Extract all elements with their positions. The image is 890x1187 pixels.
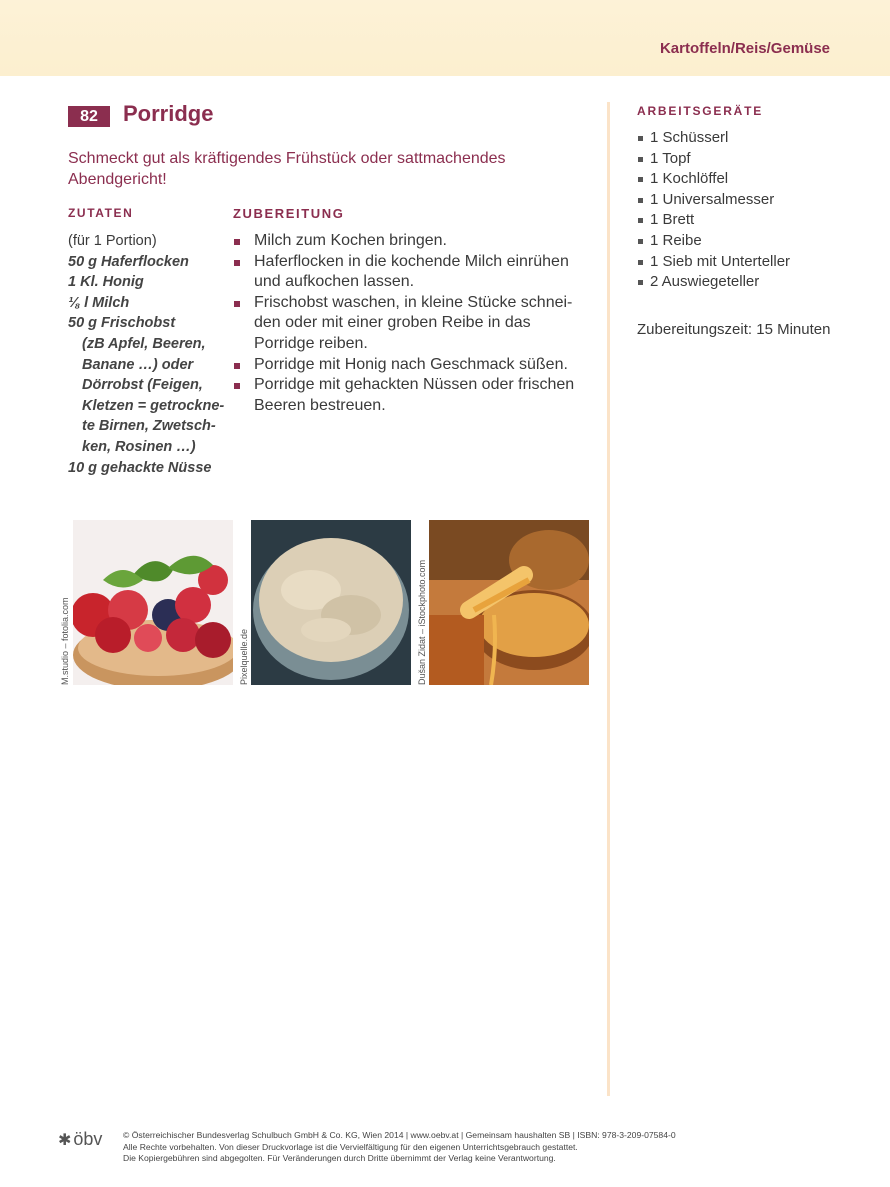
tools-list bbox=[637, 128, 790, 293]
step-item: Haferflocken in die kochende Milch einrühen und aufkochen lassen. bbox=[233, 252, 593, 293]
preparation-steps bbox=[233, 231, 593, 416]
oats-photo bbox=[251, 520, 411, 685]
ingredient-item: 1 Kl. Honig bbox=[68, 274, 144, 291]
ingredient-list bbox=[68, 231, 228, 478]
step-item: Milch zum Kochen bringen. bbox=[233, 231, 593, 252]
step-item: Frischobst waschen, in kleine Stücke schnei-den oder mit einer groben Reibe in das Porridge reiben. bbox=[233, 293, 593, 355]
photo-credit-berries: M.studio – fotolia.com bbox=[60, 597, 70, 685]
ingredient-note: (zB Apfel, Beeren, bbox=[82, 335, 206, 352]
preparation-heading: ZUBEREITUNG bbox=[233, 206, 345, 221]
step-item: Porridge mit Honig nach Geschmack süßen. bbox=[233, 355, 593, 376]
recipe-tagline: Schmeckt gut als kräftigendes Frühstück oder sattmachendes Abendgericht! bbox=[68, 150, 506, 188]
ingredient-note: te Birnen, Zwetsch- bbox=[82, 418, 216, 435]
ingredient-note: Kletzen = getrockne- bbox=[82, 397, 225, 414]
ingredient-note: ken, Rosinen …) bbox=[82, 438, 196, 455]
tool-item: 1 Sieb mit Unterteller bbox=[637, 252, 790, 273]
star-icon: ✱ bbox=[58, 1132, 72, 1149]
recipe-number: 82 bbox=[68, 106, 110, 127]
section-title: Kartoffeln/Reis/Gemüse bbox=[659, 40, 830, 57]
tool-item: 1 Topf bbox=[637, 149, 790, 170]
photo-credit-oats: Pixelquelle.de bbox=[239, 628, 249, 685]
header-band bbox=[0, 0, 890, 76]
berries-photo bbox=[73, 520, 233, 685]
column-divider bbox=[607, 102, 610, 1096]
prep-time: Zubereitungszeit: 15 Minuten bbox=[637, 321, 831, 338]
tool-item: 1 Universalmesser bbox=[637, 190, 790, 211]
footer-copyright: © Österreichischer Bundesverlag Schulbuch GmbH & Co. KG, Wien 2014 | www.oebv.at | Gemeinsam haushalten SB | ISBN: 978-3-209-07584-0 Alle Rechte vorbehalten. Von dieser Druckvorlage ist die Vervielfältigung für den eigenen Unterrichtsgebrauch gestattet. Die Kopiergebühren sind abgegolten. Für Veränderungen durch Dritte übernimmt der Verlag keine Verantwortung. bbox=[123, 1130, 676, 1163]
ingredient-note: Dörrobst (Feigen, bbox=[82, 377, 203, 394]
obv-logo: ✱ öbv bbox=[58, 1129, 103, 1149]
tool-item: 1 Brett bbox=[637, 210, 790, 231]
ingredient-item: 50 g Haferflocken bbox=[68, 253, 189, 270]
step-item: Porridge mit gehackten Nüssen oder frischen Beeren bestreuen. bbox=[233, 375, 593, 416]
honey-photo bbox=[429, 520, 589, 685]
ingredients-heading: ZUTATEN bbox=[68, 206, 134, 220]
ingredient-portion: (für 1 Portion) bbox=[68, 233, 157, 249]
photo-credit-honey: Dušan Zidat – iStockphoto.com bbox=[417, 559, 427, 685]
ingredient-item: 50 g Frischobst bbox=[68, 315, 176, 332]
tools-heading: ARBEITSGERÄTE bbox=[637, 104, 764, 118]
tool-item: 2 Auswiegeteller bbox=[637, 272, 790, 293]
ingredient-item: ⅛ l Milch bbox=[68, 294, 130, 311]
ingredient-note: Banane …) oder bbox=[82, 356, 194, 373]
tool-item: 1 Reibe bbox=[637, 231, 790, 252]
ingredient-item: 10 g gehackte Nüsse bbox=[68, 459, 212, 476]
recipe-title: Porridge bbox=[123, 101, 214, 126]
tool-item: 1 Kochlöffel bbox=[637, 169, 790, 190]
tool-item: 1 Schüsserl bbox=[637, 128, 790, 149]
